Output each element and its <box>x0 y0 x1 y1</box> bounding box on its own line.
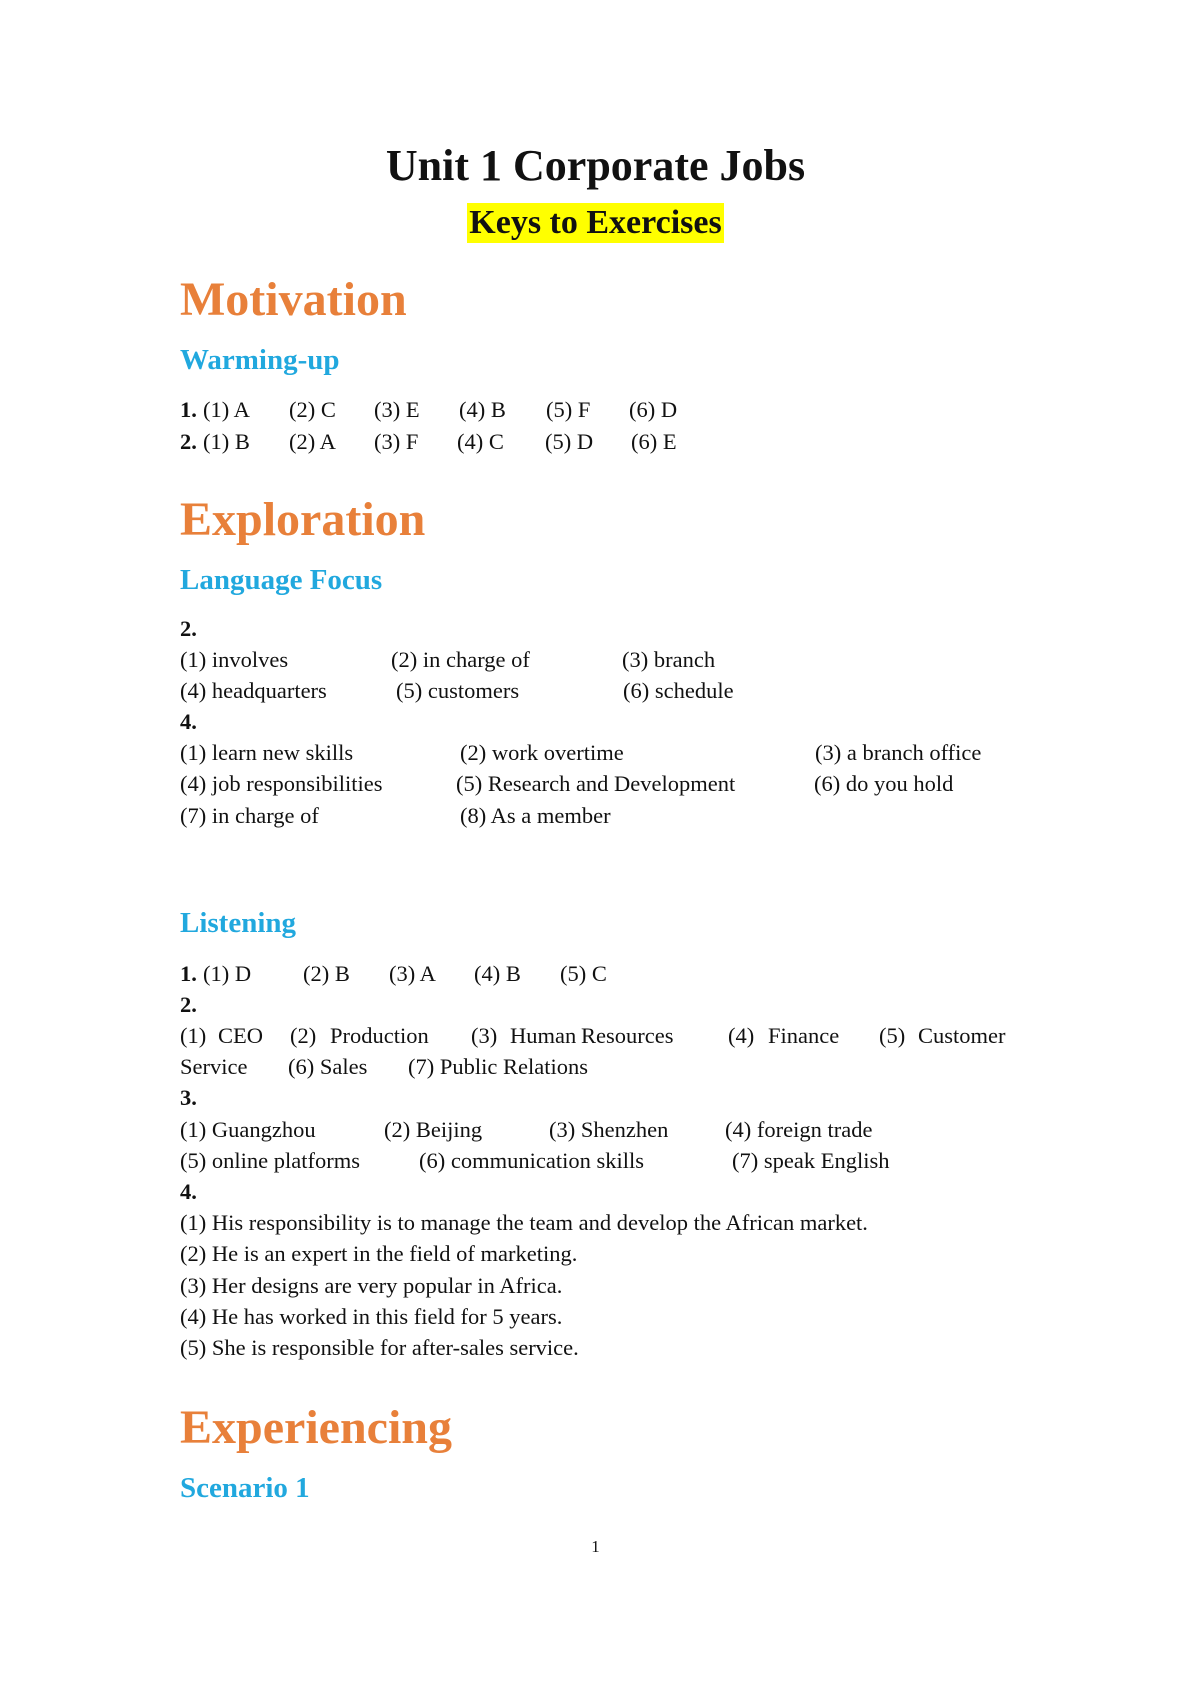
answer: (7) speak English <box>732 1148 890 1173</box>
answer: (6) Sales <box>288 1054 368 1079</box>
answer: (7) in charge of <box>180 803 319 828</box>
answer: (2) in charge of <box>391 647 530 672</box>
answer-sentence: (2) He is an expert in the field of marketing. <box>180 1241 578 1266</box>
question-number: 2. <box>180 992 197 1017</box>
answer-word: Finance <box>768 1023 840 1048</box>
answer: (3) A <box>389 961 436 986</box>
answer: (4) headquarters <box>180 678 327 703</box>
answer-word: (4) <box>728 1023 755 1048</box>
answer: (8) As a member <box>460 803 611 828</box>
answer: (1) D <box>203 961 252 986</box>
answer-word: Service <box>180 1054 248 1079</box>
answer: (6) communication skills <box>419 1148 644 1173</box>
answer: (1) B <box>203 429 250 454</box>
answer-sentence: (1) His responsibility is to manage the team and develop the African market. <box>180 1210 868 1235</box>
answer: (2) C <box>289 397 336 422</box>
section-heading-exploration: Exploration <box>180 493 426 546</box>
subheading-scenario-1: Scenario 1 <box>180 1472 310 1504</box>
answer-word: Human <box>510 1023 577 1048</box>
question-number: 1. <box>180 961 197 986</box>
subheading-language-focus: Language Focus <box>180 564 383 596</box>
answer: (3) E <box>374 397 420 422</box>
answer: (3) Shenzhen <box>549 1117 669 1142</box>
answer: (2) Beijing <box>384 1117 483 1142</box>
answer: (7) Public Relations <box>408 1054 588 1079</box>
answer: (3) a branch office <box>815 740 982 765</box>
answer-word: (1) <box>180 1023 207 1048</box>
answer: (1) learn new skills <box>180 740 354 765</box>
answer: (4) foreign trade <box>725 1117 873 1142</box>
question-number: 2. <box>180 616 197 641</box>
question-number: 1. <box>180 397 197 422</box>
answer: (5) C <box>560 961 607 986</box>
document-title: Unit 1 Corporate Jobs <box>385 141 806 190</box>
answer: (3) F <box>374 429 419 454</box>
answer: (6) do you hold <box>814 771 954 796</box>
answer: (6) D <box>629 397 678 422</box>
answer: (4) C <box>457 429 504 454</box>
answer: (4) B <box>474 961 521 986</box>
answer: (4) B <box>459 397 506 422</box>
answer: (5) F <box>546 397 591 422</box>
answer-word: (2) <box>290 1023 317 1048</box>
answer: (6) E <box>631 429 677 454</box>
answer: (5) customers <box>396 678 520 703</box>
answer-sentence: (5) She is responsible for after-sales service. <box>180 1335 579 1360</box>
answer: (1) Guangzhou <box>180 1117 316 1142</box>
answer-word: Production <box>330 1023 429 1048</box>
answer: (5) D <box>545 429 594 454</box>
answer: (2) A <box>289 429 336 454</box>
page-number: 1 <box>591 1537 600 1556</box>
answer: (4) job responsibilities <box>180 771 383 796</box>
answer-word: Resources <box>581 1023 674 1048</box>
question-number: 3. <box>180 1085 197 1110</box>
answer: (1) A <box>203 397 250 422</box>
warming-up-q1 <box>180 394 197 425</box>
answer-word: Customer <box>918 1023 1006 1048</box>
answer: (5) online platforms <box>180 1148 360 1173</box>
question-number: 2. <box>180 429 197 454</box>
answer: (5) Research and Development <box>456 771 736 796</box>
subtitle-wrap <box>0 203 1191 243</box>
answer: (3) branch <box>622 647 716 672</box>
question-number: 4. <box>180 709 197 734</box>
answer-word: CEO <box>218 1023 263 1048</box>
warming-up-q2 <box>180 426 197 457</box>
question-number: 4. <box>180 1179 197 1204</box>
answer-word: (5) <box>879 1023 906 1048</box>
answer-word: (3) <box>471 1023 498 1048</box>
answer: (1) involves <box>180 647 289 672</box>
subheading-warming-up: Warming-up <box>180 344 340 376</box>
section-heading-experiencing: Experiencing <box>180 1401 452 1454</box>
answer-sentence: (3) Her designs are very popular in Africa. <box>180 1273 563 1298</box>
answer: (2) work overtime <box>460 740 624 765</box>
subheading-listening: Listening <box>180 907 297 939</box>
document-subtitle: Keys to Exercises <box>469 204 722 241</box>
answer: (6) schedule <box>623 678 734 703</box>
section-heading-motivation: Motivation <box>180 273 407 326</box>
answer-sentence: (4) He has worked in this field for 5 years. <box>180 1304 563 1329</box>
answer: (2) B <box>303 961 350 986</box>
